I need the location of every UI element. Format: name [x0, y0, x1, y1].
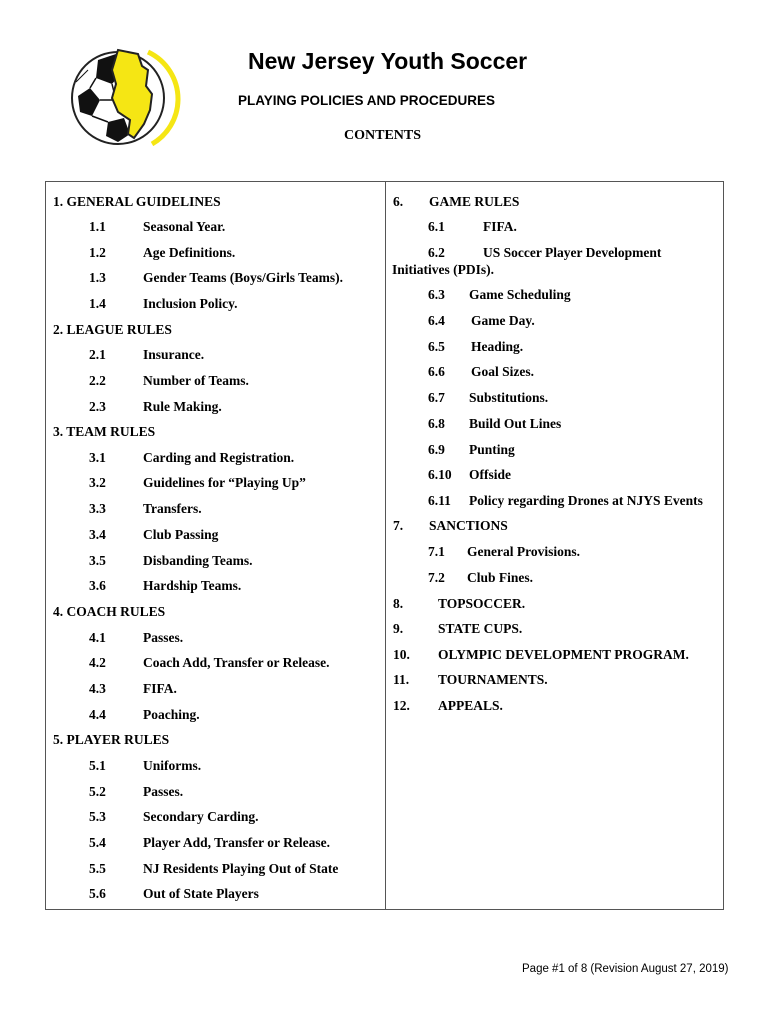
- toc-section-number: 9.: [393, 621, 404, 636]
- toc-item-number: 2.1: [89, 347, 106, 362]
- toc-section-heading: APPEALS.: [438, 698, 503, 713]
- toc-item-label: Transfers.: [143, 501, 202, 516]
- toc-item-number: 4.4: [89, 707, 106, 722]
- toc-section-number: 7.: [393, 518, 404, 533]
- toc-item-number: 5.3: [89, 809, 106, 824]
- toc-item-number: 1.3: [89, 270, 106, 285]
- toc-item-label: Seasonal Year.: [143, 219, 226, 234]
- toc-section-heading: TOURNAMENTS.: [438, 672, 548, 687]
- toc-section-heading: STATE CUPS.: [438, 621, 523, 636]
- toc-item-number: 5.5: [89, 861, 106, 876]
- toc-section-number: 8.: [393, 596, 404, 611]
- toc-item-label: Inclusion Policy.: [143, 296, 238, 311]
- toc-item-label: Player Add, Transfer or Release.: [143, 835, 330, 850]
- toc-item-label: Policy regarding Drones at NJYS Events: [469, 493, 703, 508]
- toc-item-label: Initiatives (PDIs).: [392, 262, 494, 277]
- toc-item-number: 4.2: [89, 655, 106, 670]
- toc-item-label: Game Scheduling: [469, 287, 571, 302]
- toc-section-heading: 3. TEAM RULES: [53, 424, 156, 439]
- toc-item-label: Rule Making.: [143, 399, 222, 414]
- njys-logo: [68, 40, 188, 150]
- toc-item-label: FIFA.: [483, 219, 517, 234]
- toc-section-number: 11.: [393, 672, 410, 687]
- toc-item-number: 6.3: [428, 287, 445, 302]
- toc-item-label: Coach Add, Transfer or Release.: [143, 655, 330, 670]
- toc-item-label: US Soccer Player Development: [483, 245, 662, 260]
- toc-item-label: Substitutions.: [469, 390, 549, 405]
- toc-item-label: Passes.: [143, 630, 184, 645]
- toc-item-number: 5.6: [89, 886, 106, 901]
- toc-item-number: 2.2: [89, 373, 106, 388]
- toc-item-label: Uniforms.: [143, 758, 202, 773]
- toc-item-number: 6.11: [428, 493, 451, 508]
- toc-item-label: Secondary Carding.: [143, 809, 259, 824]
- toc-item-number: 6.1: [428, 219, 445, 234]
- toc-item-label: General Provisions.: [467, 544, 580, 559]
- toc-item-number: 3.6: [89, 578, 106, 593]
- toc-item-label: Insurance.: [143, 347, 205, 362]
- toc-item-label: Out of State Players: [143, 886, 259, 901]
- contents-heading: CONTENTS: [344, 128, 422, 143]
- toc-item-number: 2.3: [89, 399, 106, 414]
- column-divider: [385, 182, 386, 909]
- toc-item-number: 3.4: [89, 527, 106, 542]
- table-of-contents: [45, 181, 724, 910]
- toc-item-number: 3.2: [89, 475, 106, 490]
- toc-section-heading: 4. COACH RULES: [53, 604, 166, 619]
- toc-item-number: 3.3: [89, 501, 106, 516]
- toc-item-number: 1.2: [89, 245, 106, 260]
- toc-section-number: 6.: [393, 194, 404, 209]
- toc-item-number: 6.6: [428, 364, 445, 379]
- toc-item-label: Hardship Teams.: [143, 578, 242, 593]
- toc-item-label: Game Day.: [471, 313, 535, 328]
- toc-item-label: Poaching.: [143, 707, 200, 722]
- toc-item-number: 6.8: [428, 416, 445, 431]
- toc-item-number: 6.9: [428, 442, 445, 457]
- toc-item-label: NJ Residents Playing Out of State: [143, 861, 339, 876]
- toc-item-number: 5.4: [89, 835, 106, 850]
- toc-section-heading: TOPSOCCER.: [438, 596, 526, 611]
- toc-item-number: 7.1: [428, 544, 445, 559]
- toc-item-label: Build Out Lines: [469, 416, 562, 431]
- toc-item-number: 4.1: [89, 630, 106, 645]
- toc-item-label: Club Passing: [143, 527, 219, 542]
- toc-item-number: 3.1: [89, 450, 106, 465]
- toc-item-number: 6.4: [428, 313, 445, 328]
- toc-item-label: Carding and Registration.: [143, 450, 295, 465]
- toc-item-label: Heading.: [471, 339, 524, 354]
- toc-section-heading: OLYMPIC DEVELOPMENT PROGRAM.: [438, 647, 689, 662]
- toc-item-number: 7.2: [428, 570, 445, 585]
- document-subtitle: PLAYING POLICIES AND PROCEDURES: [238, 93, 496, 108]
- toc-section-heading: 1. GENERAL GUIDELINES: [53, 194, 221, 209]
- toc-item-number: 1.1: [89, 219, 106, 234]
- toc-item-number: 5.2: [89, 784, 106, 799]
- toc-section-heading: GAME RULES: [429, 194, 520, 209]
- toc-item-label: Passes.: [143, 784, 184, 799]
- toc-section-heading: 5. PLAYER RULES: [53, 732, 170, 747]
- toc-item-number: 3.5: [89, 553, 106, 568]
- toc-item-label: FIFA.: [143, 681, 177, 696]
- toc-item-label: Gender Teams (Boys/Girls Teams).: [143, 270, 344, 285]
- toc-item-label: Offside: [469, 467, 511, 482]
- page-title: New Jersey Youth Soccer: [248, 48, 528, 74]
- toc-item-number: 6.7: [428, 390, 445, 405]
- page-footer: Page #1 of 8 (Revision August 27, 2019): [522, 963, 729, 975]
- toc-section-heading: SANCTIONS: [429, 518, 508, 533]
- toc-item-number: 4.3: [89, 681, 106, 696]
- toc-section-number: 12.: [393, 698, 410, 713]
- toc-item-label: Age Definitions.: [143, 245, 236, 260]
- toc-section-heading: 2. LEAGUE RULES: [53, 322, 172, 337]
- toc-item-number: 5.1: [89, 758, 106, 773]
- toc-item-label: Disbanding Teams.: [143, 553, 253, 568]
- toc-item-number: 6.2: [428, 245, 445, 260]
- toc-item-label: Number of Teams.: [143, 373, 249, 388]
- toc-item-label: Goal Sizes.: [471, 364, 534, 379]
- toc-item-number: 1.4: [89, 296, 106, 311]
- toc-item-label: Guidelines for “Playing Up”: [143, 475, 306, 490]
- toc-item-number: 6.5: [428, 339, 445, 354]
- toc-item-label: Club Fines.: [467, 570, 534, 585]
- toc-item-number: 6.10: [428, 467, 452, 482]
- toc-item-label: Punting: [469, 442, 515, 457]
- toc-section-number: 10.: [393, 647, 410, 662]
